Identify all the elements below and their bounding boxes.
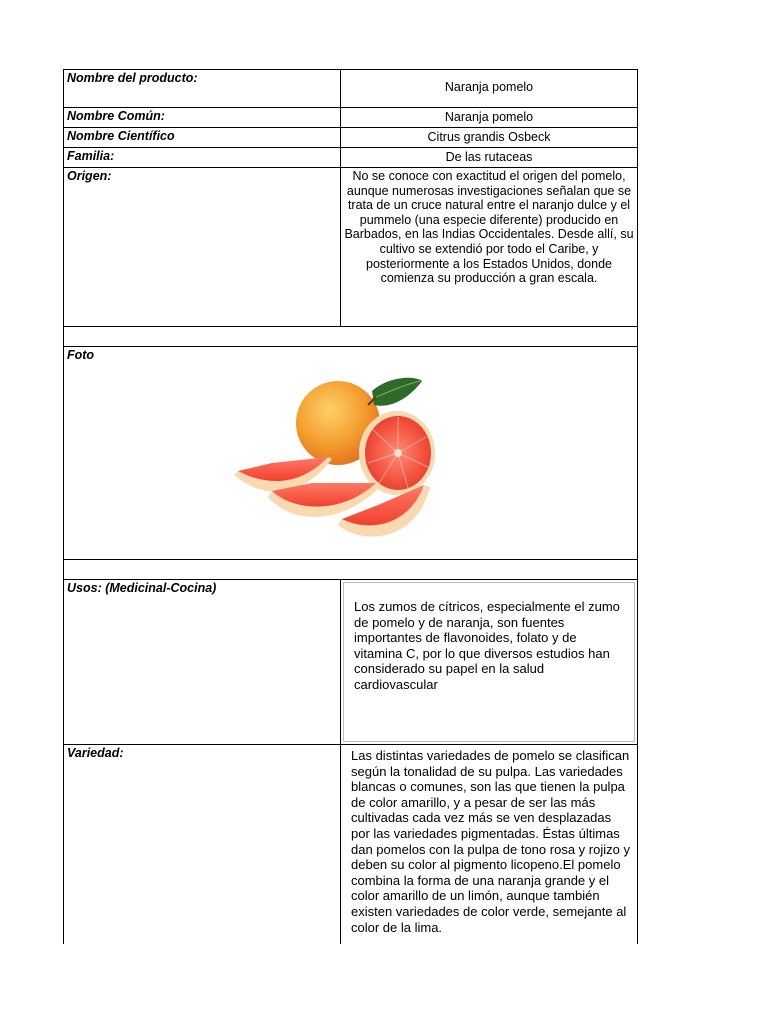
spacer-row-2	[63, 559, 638, 580]
label-variedad: Variedad:	[63, 744, 341, 944]
value-origen: No se conoce con exactitud el origen del pomelo, aunque numerosas investigaciones señalan que se trata de un cruce natural entre el naranjo dulce y el pummelo (una especie diferente) producido en Barbados, en las Indias Occidentales. Desde allí, su cultivo se extendió por todo el Caribe, y posteriormente a los Estados Unidos, donde comienza su producción a gran escala.	[340, 167, 638, 327]
label-cientifico: Nombre Científico	[63, 127, 341, 148]
label-foto: Foto	[67, 348, 95, 362]
variedad-cell	[340, 744, 638, 944]
label-comun: Nombre Común:	[63, 107, 341, 128]
grapefruit-photo	[232, 375, 448, 545]
label-origen: Origen:	[63, 167, 341, 327]
label-producto: Nombre del producto:	[63, 69, 341, 108]
value-usos: Los zumos de cítricos, especialmente el zumo de pomelo y de naranja, son fuentes importantes de flavonoides, folato y de vitamina C, por lo que diversos estudios han considerado su papel en la salud cardiovascular	[354, 599, 620, 692]
label-familia: Familia:	[63, 147, 341, 168]
page-cut	[341, 938, 637, 944]
spacer-row-1	[63, 326, 638, 347]
value-familia: De las rutaceas	[340, 147, 638, 168]
value-cientifico: Citrus grandis Osbeck	[340, 127, 638, 148]
value-variedad: Las distintas variedades de pomelo se clasifican según la tonalidad de su pulpa. Las variedades blancas o comunes, son las que tienen la pulpa de color amarillo, y a pesar de ser las más cultivadas cada vez más se ven desplazadas por las variedades pigmentadas. Éstas últimas dan pomelos con la pulpa de tono rosa y rojizo y deben su color al pigmento licopeno.El pomelo combina la forma de una naranja grande y el color amarillo de un limón, aunque también existen variedades de color verde, semejante al color de la lima.	[351, 748, 630, 935]
label-usos: Usos: (Medicinal-Cocina)	[63, 579, 341, 745]
value-producto: Naranja pomelo	[340, 69, 638, 108]
usos-textbox	[343, 582, 635, 742]
foto-cell	[63, 346, 638, 560]
value-comun: Naranja pomelo	[340, 107, 638, 128]
usos-cell	[340, 579, 638, 745]
